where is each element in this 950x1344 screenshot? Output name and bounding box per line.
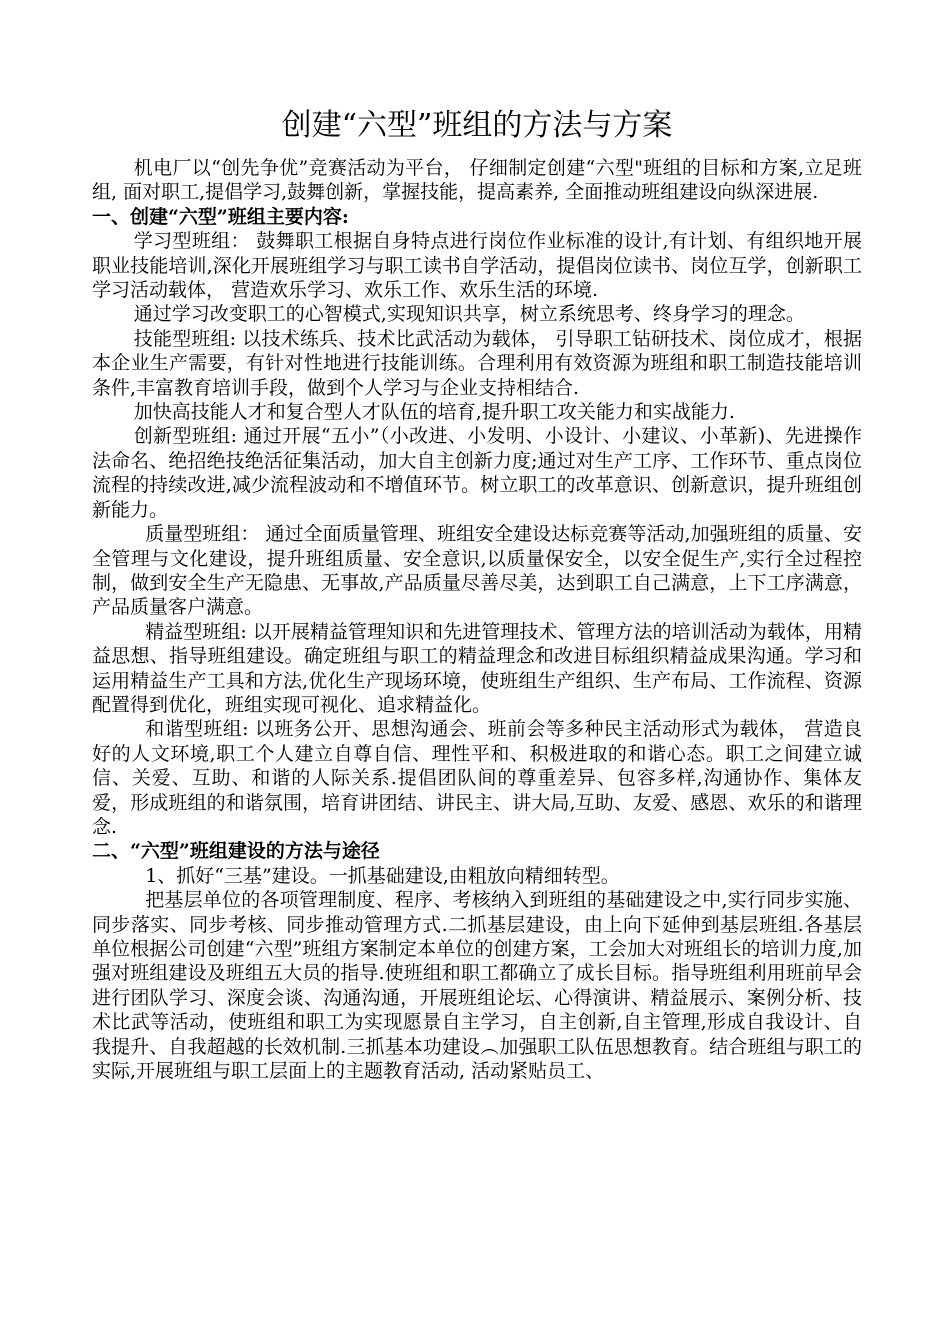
intro-paragraph: 机电厂以“创先争优”竞赛活动为平台， 仔细制定创建“六型"班组的目标和方案,立足班组, 面对职工,提倡学习,鼓舞创新，掌握技能，提高素养, 全面推动班组建设向纵深进展. (92, 157, 862, 204)
learning-team-paragraph-2: 通过学习改变职工的心智模式,实现知识共享，树立系统思考、终身学习的理念。 (133, 303, 805, 326)
harmony-team-paragraph: 和谐型班组: 以班务公开、思想沟通会、班前会等多种民主活动形式为载体， 营造良好的人文环境,职工个人建立自尊自信、理性平和、积极进取的和谐心态。职工之间建立诚信、关爱、互助、和谐的人际关系.提倡团队间的尊重差异、包容多样,沟通协作、集体友爱，形成班组的和谐氛围，培育讲团结、讲民主、讲大局,互助、友爱、感恩、欢乐的和谐理念. (92, 718, 862, 838)
learning-team-paragraph: 学习型班组： 鼓舞职工根据自身特点进行岗位作业标准的设计,有计划、有组织地开展职业技能培训,深化开展班组学习与职工读书自学活动，提倡岗位读书、岗位互学，创新职工学习活动载体， 营造欢乐学习、欢乐工作、欢乐生活的环境. (92, 230, 862, 302)
lean-team-paragraph: 精益型班组: 以开展精益管理知识和先进管理技术、管理方法的培训活动为载体，用精益思想、指导班组建设。确定班组与职工的精益理念和改进目标组织精益成果沟通。学习和运用精益生产工具和方法,优化生产现场环境，使班组生产组织、生产布局、工作流程、资源配置得到优化，班组实现可视化、追求精益化。 (92, 620, 862, 716)
section-heading-2: 二、“六型”班组建设的方法与途径 (92, 840, 380, 863)
skill-team-paragraph: 技能型班组: 以技术练兵、技术比武活动为载体， 引导职工钻研技术、岗位成才，根据本企业生产需要，有针对性地进行技能训练。合理利用有效资源为班组和职工制造技能培训条件,丰富教育培训手段，做到个人学习与企业支持相结合. (92, 327, 862, 399)
method-1-heading: 1、抓好“三基”建设。一抓基础建设,由粗放向精细转型。 (145, 864, 620, 887)
section-heading-1: 一、创建“六型”班组主要内容: (92, 205, 349, 228)
skill-team-paragraph-2: 加快高技能人才和复合型人才队伍的培育,提升职工攻关能力和实战能力. (133, 401, 735, 424)
method-1-paragraph: 把基层单位的各项管理制度、程序、考核纳入到班组的基础建设之中,实行同步实施、同步落实、同步考核、同步推动管理方式.二抓基层建设，由上向下延伸到基层班组.各基层单位根据公司创建“六型”班组方案制定本单位的创建方案，工会加大对班组长的培训力度,加强对班组建设及班组五大员的指导.使班组和职工都确立了成长目标。指导班组利用班前早会进行团队学习、深度会谈、沟通沟通，开展班组论坛、心得演讲、精益展示、案例分析、技术比武等活动，使班组和职工为实现愿景自主学习，自主创新,自主管理,形成自我设计、自我提升、自我超越的长效机制.三抓基本功建设︵加强职工队伍思想教育。结合班组与职工的实际,开展班组与职工层面上的主题教育活动, 活动紧贴员工、 (92, 889, 862, 1083)
document-page (92, 100, 862, 1083)
document-title: 创建“六型”班组的方法与方案 (281, 108, 673, 143)
innovation-team-paragraph: 创新型班组: 通过开展“五小”（小改进、小发明、小设计、小建议、小革新)、先进操作法命名、绝招绝技绝活征集活动，加大自主创新力度;通过对生产工序、工作环节、重点岗位流程的持续改进,减少流程波动和不增值环节。树立职工的改革意识、创新意识，提升班组创新能力。 (92, 425, 862, 521)
quality-team-paragraph: 质量型班组： 通过全面质量管理、班组安全建设达标竞赛等活动,加强班组的质量、安全管理与文化建设，提升班组质量、安全意识,以质量保安全，以安全促生产,实行全过程控制，做到安全生产无隐患、无事故,产品质量尽善尽美，达到职工自己满意，上下工序满意，产品质量客户满意。 (92, 523, 862, 619)
